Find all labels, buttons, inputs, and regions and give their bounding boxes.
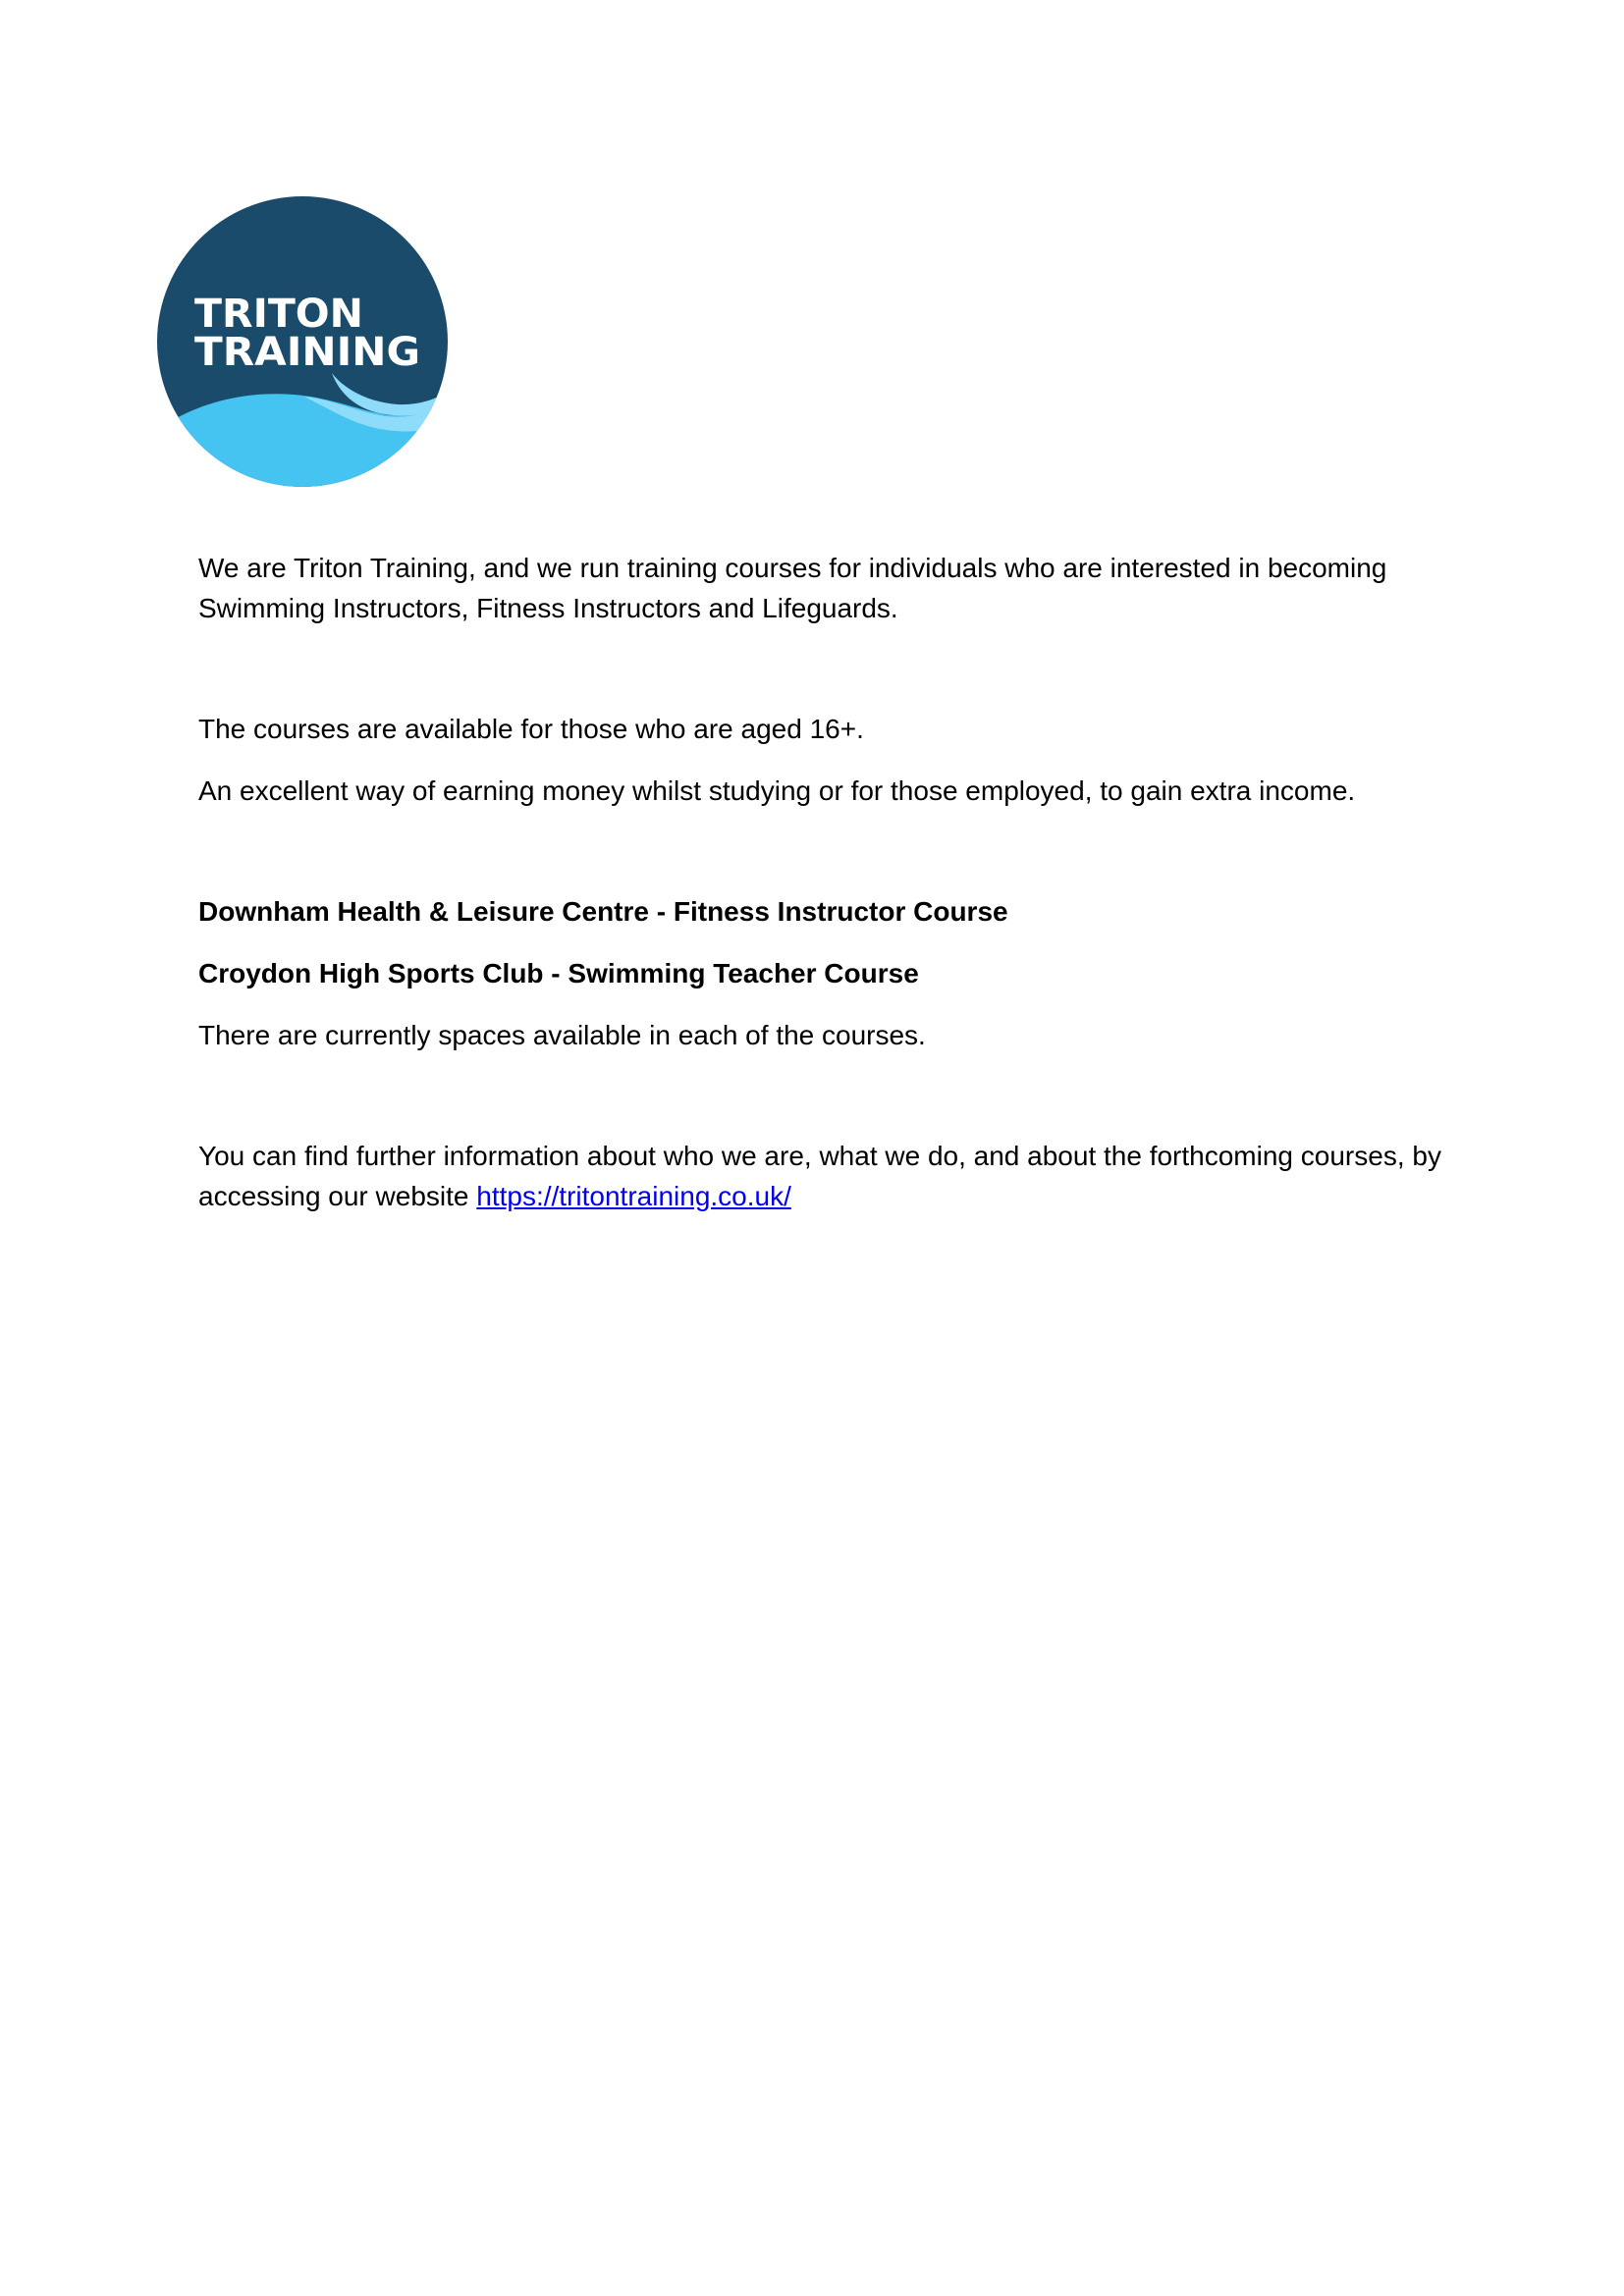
- further-info-paragraph: [198, 1136, 1475, 1216]
- logo-text-line2: TRAINING: [194, 330, 420, 375]
- course-item-fitness: Downham Health & Leisure Centre - Fitness Instructor Course: [198, 896, 1008, 927]
- intro-paragraph: We are Triton Training, and we run training courses for individuals who are interested in becoming Swimming Instructors, Fitness Instructors and Lifeguards.: [198, 553, 1387, 623]
- logo-graphic: [157, 196, 448, 487]
- income-note: An excellent way of earning money whilst studying or for those employed, to gain extra income.: [198, 775, 1356, 806]
- further-info-text: You can find further information about who we are, what we do, and about the forthcoming courses, by accessing our website: [198, 1141, 1441, 1211]
- age-note: The courses are available for those who are aged 16+.: [198, 714, 864, 744]
- document-body: [198, 548, 1475, 1216]
- website-link[interactable]: https://tritontraining.co.uk/: [476, 1181, 791, 1211]
- logo-text-line1: TRITON: [194, 292, 363, 337]
- spaces-note: There are currently spaces available in each of the courses.: [198, 1020, 926, 1050]
- course-item-swimming: Croydon High Sports Club - Swimming Teacher Course: [198, 958, 919, 988]
- triton-training-logo: [157, 196, 448, 487]
